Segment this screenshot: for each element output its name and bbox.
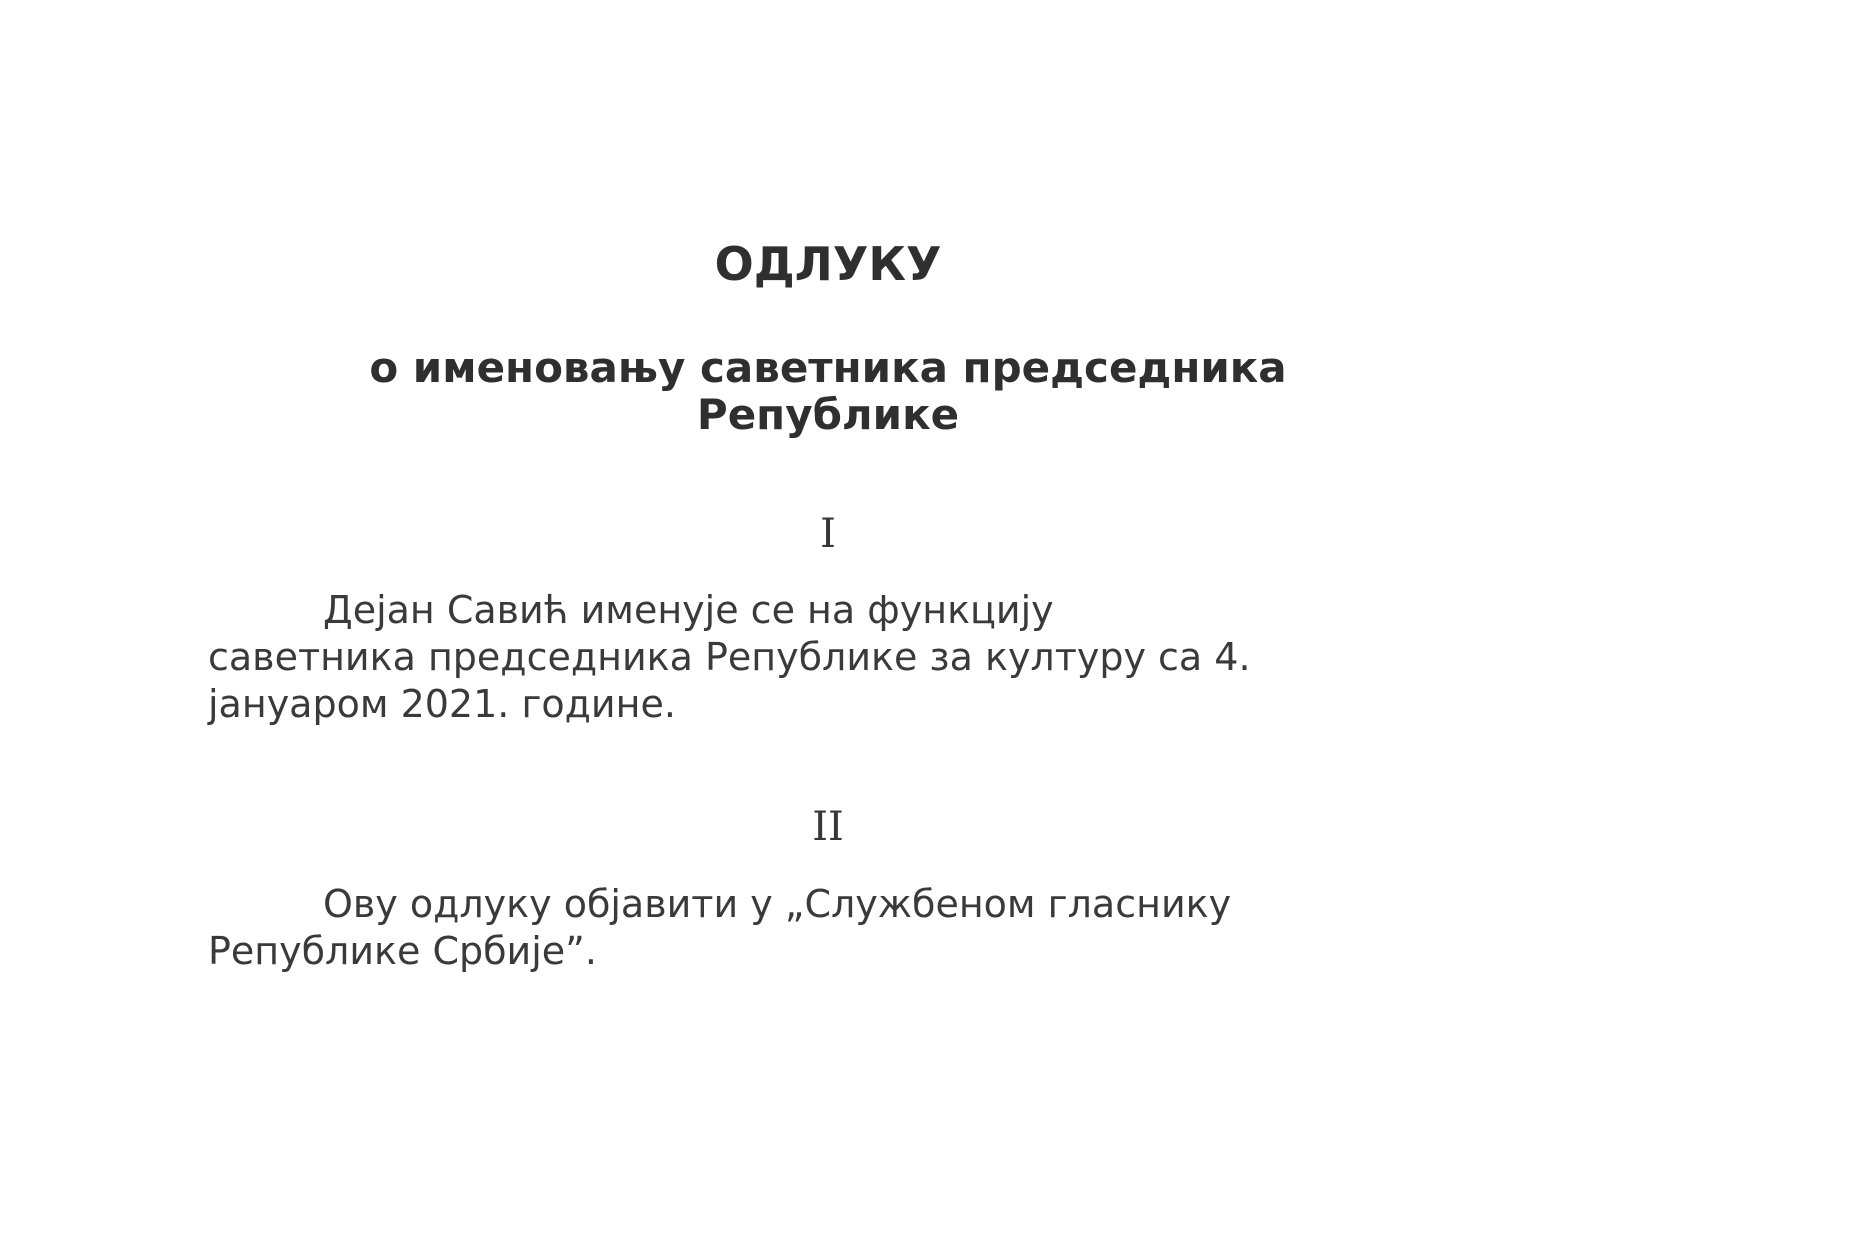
text-line: саветника председника Републике за културу са 4.	[208, 635, 1251, 679]
text-line: јануаром 2021. године.	[208, 682, 676, 726]
text-line: Дејан Савић именује се на функцију	[323, 588, 1054, 632]
text-line: Ову одлуку објавити у „Службеном гласнику	[323, 882, 1232, 926]
text-line: о именовању саветника председника	[369, 343, 1287, 392]
section-number-1: I	[820, 511, 836, 557]
document-page	[208, 0, 1448, 975]
section-2-paragraph	[208, 881, 1448, 975]
text-line: Републике	[696, 390, 960, 439]
section-number-2: II	[812, 804, 844, 850]
text-line: Републике Србије”.	[208, 929, 597, 973]
section-1-paragraph	[208, 587, 1448, 728]
document-subtitle	[208, 344, 1448, 438]
document-title: ОДЛУКУ	[714, 237, 942, 291]
